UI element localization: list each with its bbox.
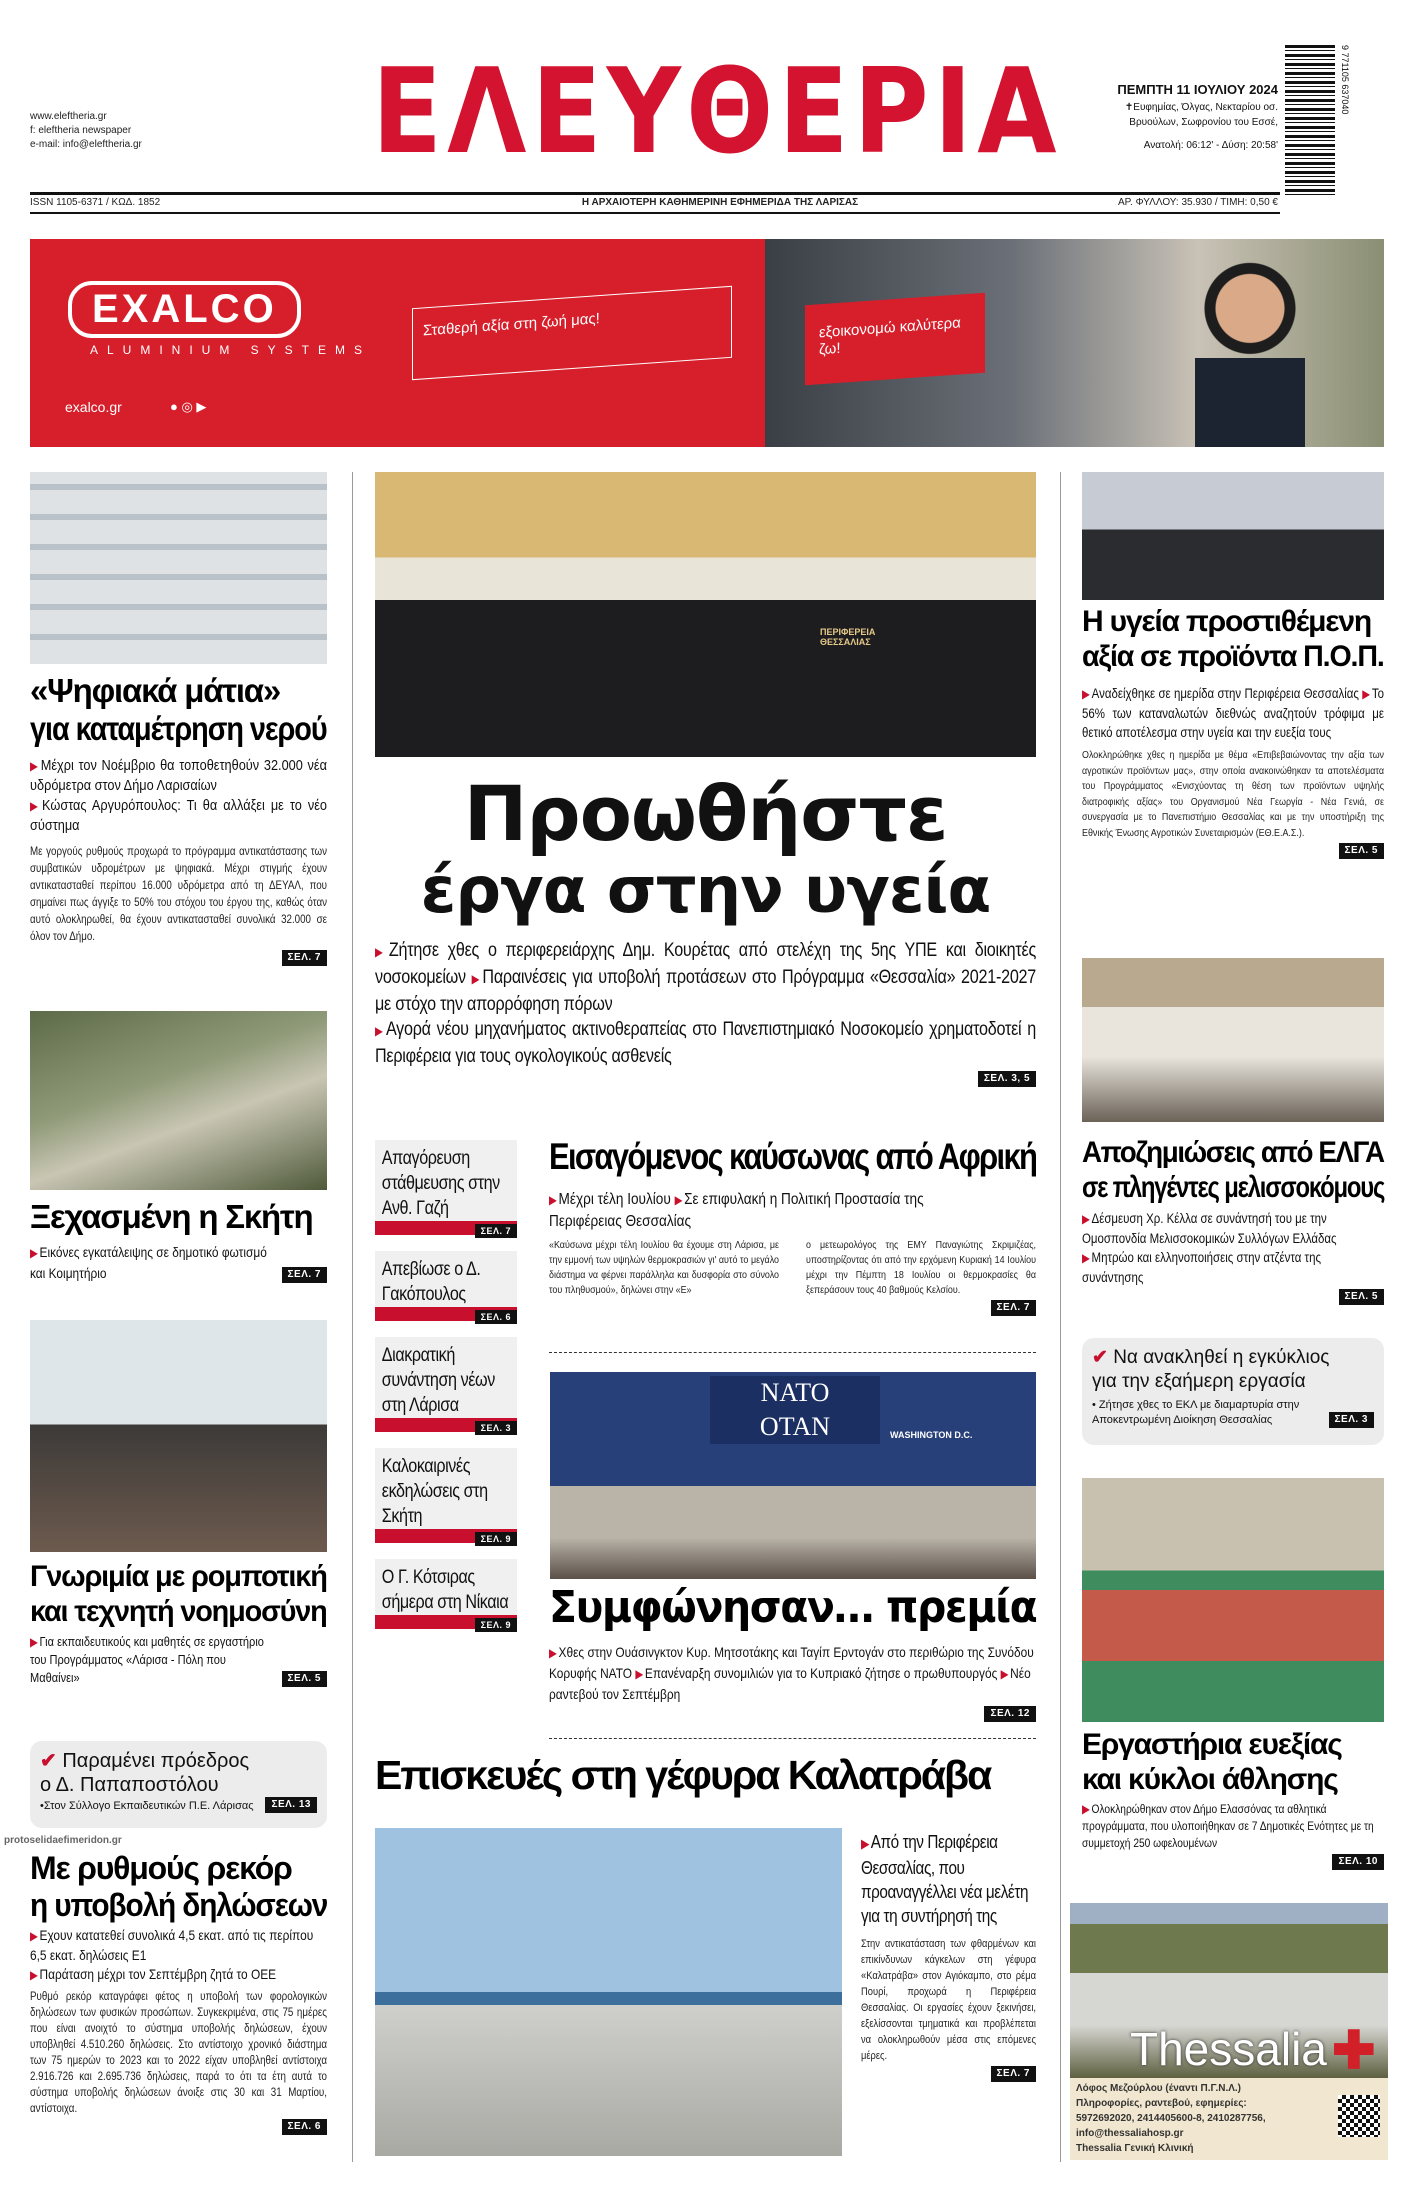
headline-line: Συμφώνησαν… πρεμία [549, 1582, 1037, 1633]
bullet-triangle-icon: ▶ [30, 1245, 38, 1260]
health-meeting-photo [375, 472, 1036, 757]
box-title: ο Δ. Παπαποστόλου [40, 1774, 219, 1796]
clinic-email[interactable]: info@thessaliahosp.gr [1076, 2128, 1184, 2139]
story-elga [1082, 1136, 1384, 1305]
water-meters-bullets [30, 756, 327, 836]
bullet-triangle-icon: ▶ [375, 1023, 385, 1038]
tax-body [30, 1989, 327, 2117]
story-nato [549, 1583, 1036, 1722]
social-icons: ● ◎ ▶ [170, 399, 207, 414]
bullet-text: Μέχρι τον Νοέμβριο θα τοποθετηθούν 32.000 νέα υδρόμετρα στον Δήμο Λαρισαίων [30, 756, 327, 794]
masthead-rule [30, 192, 1280, 195]
headline-line: Γνωριμία με ρομποτική [30, 1560, 327, 1593]
headline-line: Προωθήστε [463, 769, 948, 858]
headline-wellness[interactable] [1082, 1728, 1384, 1797]
page-ref[interactable]: ΣΕΛ. 7 [475, 1224, 517, 1238]
bullet-triangle-icon: ▶ [30, 1635, 38, 1649]
bullet-triangle-icon: ▶ [471, 971, 481, 986]
page-ref[interactable]: ΣΕΛ. 7 [991, 1300, 1036, 1316]
bullet-text: Δέσμευση Χρ. Κέλλα σε συνάντησή του με την Ομοσπονδία Μελισσοκομικών Συλλόγων Ελλάδας [1082, 1211, 1337, 1246]
headline-line: Επισκευές στη γέφυρα Καλατράβα [375, 1752, 991, 1798]
body-text: Με γοργούς ρυθμούς προχωρά το πρόγραμμα αντικατάστασης των συμβατικών υδρομέτρων με ψηφιακά. Μέχρι στιγμής έχουν αντικατασταθεί περίπου 16.000 υδρόμετρα από τη ΔΕΥΑΛ, που σημαίνει πως άγγιξε το 50% του στόχου του έργου της, καθώς όταν αυτό ολοκληρωθεί, θα έχουν αντικατασταθεί συνολικά 32.000 σε όλον τον Δήμο. [30, 845, 327, 943]
page-ref[interactable]: ΣΕΛ. 9 [475, 1618, 517, 1632]
bullet-triangle-icon: ▶ [549, 1192, 557, 1207]
body-text: Ρυθμό ρεκόρ καταγράφει φέτος η υποβολή των φορολογικών δηλώσεων των φυσικών προσώπων. Συγκεκριμένα, στις 75 ημέρες που είναι ανοιχτό το σύστημα υποβολής δηλώσεων, έχουν υποβληθεί 4.510.260 δηλώσεις. Στο αντίστοιχο χρονικό διάστημα των 75 ημερών το 2023 και το 2022 είχαν υποβληθεί αντίστοιχα 2.916.726 και 2.695.736 δηλώσεις, παρά το ότι τα έτη αυτά το σύστημα υποβολής δηλώσεων άνοιξε στις 30 και 31 Μαρτίου, αντίστοιχα. [30, 1990, 327, 2115]
bullet-text: Μητρώο και ελληνοποιήσεις στην ατζέντα της συνάντησης [1082, 1250, 1321, 1285]
headline-line: έργα στην υγεία [420, 853, 991, 928]
bullet-text: Παραινέσεις για υποβολή προτάσεων στο Πρόγραμμα «Θεσσαλία» 2021-2027 με στόχο την απορρόφηση πόρων [375, 966, 1037, 1015]
headline-elga[interactable] [1082, 1136, 1384, 1205]
briefs-sidebar [375, 1140, 517, 1629]
bullet-triangle-icon: ▶ [549, 1645, 557, 1660]
clinic-phones: 5972692020, 2414405600-8, 2410287756, [1076, 2113, 1266, 2124]
box-title: Παραμένει πρόεδρος [62, 1750, 250, 1772]
masthead-rule-bottom [30, 212, 1280, 214]
photo-text: NATO [760, 1378, 830, 1407]
nato-sign [710, 1376, 880, 1444]
bullet-text: Για εκπαιδευτικούς και μαθητές σε εργαστήριο του Προγράμματος «Λάρισα - Πόλη που Μαθαίνει» [30, 1634, 264, 1685]
brief-text: Καλοκαιρινές εκδηλώσεις στη Σκήτη [381, 1456, 488, 1527]
pdo-meeting-photo [1082, 472, 1384, 600]
tax-bullets [30, 1926, 327, 1985]
beekeepers-photo [1082, 958, 1384, 1122]
thessalia-clinic-ad[interactable] [1070, 1903, 1388, 2160]
brief-text: Ο Γ. Κότσιρας σήμερα στη Νίκαια [381, 1567, 509, 1613]
website-link[interactable]: www.eleftheria.gr [30, 111, 107, 122]
page-ref[interactable]: ΣΕΛ. 7 [991, 2066, 1036, 2082]
headline-tax-declarations[interactable] [30, 1850, 327, 1924]
page-ref[interactable]: ΣΕΛ. 12 [984, 1706, 1036, 1722]
wellness-bullets [1082, 1801, 1384, 1852]
page-ref[interactable]: ΣΕΛ. 10 [1332, 1854, 1384, 1870]
headline-heatwave[interactable] [549, 1136, 1036, 1179]
headline-line: για καταμέτρηση νερού [30, 709, 327, 747]
brief-item[interactable] [375, 1559, 517, 1629]
bullet-text: Ζήτησε χθες ο περιφερειάρχης Δημ. Κουρέτας από στελέχη της 5ης ΥΠΕ και διοικητές νοσοκομείων [375, 939, 1037, 988]
bullet-text: Ολοκληρώθηκαν στον Δήμο Ελασσόνας τα αθλητικά προγράμματα, που υλοποιήθηκαν σε 7 Δημοτικές Ενότητες με τη συμμετοχή 250 ωφελουμένων [1082, 1802, 1374, 1850]
exalco-logo: EXALCO [68, 281, 301, 338]
pdo-bullets [1082, 684, 1384, 742]
headline-line: η υποβολή δηλώσεων [30, 1886, 328, 1923]
page-ref[interactable]: ΣΕΛ. 3, 5 [978, 1071, 1036, 1087]
bullet-triangle-icon: ▶ [674, 1192, 683, 1207]
skiti-bullets [30, 1242, 276, 1283]
page-ref[interactable]: ΣΕΛ. 13 [265, 1797, 317, 1813]
brief-text: Διακρατική συνάντηση νέων στη Λάρισα [381, 1345, 495, 1416]
headline-skiti[interactable] [30, 1198, 327, 1236]
heat-bullets [549, 1189, 969, 1232]
bullet-triangle-icon: ▶ [1000, 1666, 1009, 1681]
story-water-meters [30, 672, 327, 966]
bullet-triangle-icon: ▶ [30, 1928, 38, 1943]
bullet-text: Νέο ραντεβού τον Σεπτέμβρη [549, 1664, 1031, 1702]
story-pdo-products [1082, 605, 1384, 859]
brief-item[interactable] [375, 1140, 517, 1235]
water-meters-body [30, 844, 327, 946]
separator [549, 1352, 1036, 1353]
brief-text: Απαγόρευση στάθμευσης στην Ανθ. Γαζή [381, 1148, 500, 1219]
page-ref[interactable]: ΣΕΛ. 3 [1329, 1412, 1374, 1428]
photo-text: WASHINGTON D.C. [890, 1430, 973, 1440]
bullet-triangle-icon: ▶ [1082, 687, 1090, 701]
separator [549, 1738, 1036, 1739]
bullet-text: Εχουν κατατεθεί συνολικά 4,5 εκατ. από τις περίπου 6,5 εκατ. δηλώσεις Ε1 [30, 1926, 314, 1963]
story-bridge [861, 1830, 1036, 2082]
bullet-text: Αγορά νέου μηχανήματος ακτινοθεραπείας στο Πανεπιστημιακό Νοσοκομείο χρηματοδοτεί η Περιφέρεια για τους ογκολογικούς ασθενείς [375, 1018, 1036, 1067]
headline-line: Ξεχασμένη η Σκήτη [30, 1198, 313, 1235]
clinic-info: Πληροφορίες, ραντεβού, εφημερίες: [1076, 2098, 1247, 2109]
pdo-body: Ολοκληρώθηκε χθες η ημερίδα με θέμα «Επιβεβαιώνοντας την αξία των αγροτικών προϊόντων μας», στην οποία ανακοινώθηκαν τα αποτελέσματα του Προγράμματος «Ενισχύοντας τη θέση των προϊόντων υψηλής διατροφικής αξίας» του Οργανισμού Νέα Γεωργία - Νέα Γενιά, σε συνεργασία με το Πανεπιστήμιο Θεσσαλίας και με την υποστήριξη της Εθνικής Ένωσης Αγροτικών Συνεταιρισμών (ΕΘ.Ε.Α.Σ.). [1082, 749, 1385, 839]
red-cross-icon: ✚ [1332, 2022, 1376, 2080]
bullet-text: Επανέναρξη συνομιλιών για το Κυπριακό ζήτησε ο πρωθυπουργός [644, 1664, 998, 1681]
exalco-url[interactable]: exalco.gr [65, 399, 122, 415]
bridge-photo [375, 1828, 842, 2156]
box-title: για την εξαήμερη εργασία [1092, 1371, 1306, 1392]
bullet-triangle-icon: ▶ [1082, 1251, 1090, 1265]
tagline: Η ΑΡΧΑΙΟΤΕΡΗ ΚΑΘΗΜΕΡΙΝΗ ΕΦΗΜΕΡΙΔΑ ΤΗΣ ΛΑΡΙΣΑΣ [581, 197, 859, 208]
robotics-bullets [30, 1633, 276, 1687]
bullet-triangle-icon: ▶ [635, 1666, 644, 1681]
sports-photo [1082, 1478, 1384, 1722]
main-headline[interactable] [375, 769, 1036, 928]
bullet-text: Εικόνες εγκατάλειψης σε δημοτικό φωτισμό και Κοιμητήριο [30, 1243, 267, 1281]
bullet-triangle-icon: ▶ [861, 1836, 870, 1851]
brief-text: Απεβίωσε ο Δ. Γακόπουλος [381, 1259, 481, 1305]
newspaper-logo: ΕΛΕΥΘΕΡΙΑ [372, 42, 1062, 180]
qr-code[interactable] [1338, 2095, 1380, 2137]
bullet-text: Μέχρι τέλη Ιουλίου [558, 1190, 671, 1208]
bullet-text: Το 56% των καταναλωτών διεθνώς αναζητούν τρόφιμα με θετικό αποτέλεσμα στην υγεία και την ευεξία τους [1082, 686, 1385, 740]
bridge-body: Στην αντικατάσταση των φθαρμένων και επικίνδυνων κάγκελων στη γέφυρα «Καλατράβα» στον Αγιόκαμπο, στο ρέμα Πουρί, προχωρά η Περιφέρεια Θεσσαλίας. Οι εργασίες έχουν ξεκινήσει, εξελίσσονται τμηματικά και προβλέπεται να ολοκληρωθούν μέσα στις επόμενες μέρες. [861, 1938, 1036, 2062]
bullet-triangle-icon: ▶ [1362, 687, 1371, 701]
heat-body-col2: ο μετεωρολόγος της ΕΜΥ Παναγιώτης Σκριμιζέας, υποστηρίζοντας ότι από την ερχόμενη Κυριακή 14 Ιουλίου μέχρι την Πέμπτη 18 Ιουλίου οι θερμοκρασίες θα ξεπεράσουν τους 40 βαθμούς Κελσίου. [806, 1238, 1037, 1296]
headline-robotics[interactable] [30, 1560, 327, 1629]
page-ref[interactable]: ΣΕΛ. 9 [475, 1532, 517, 1546]
story-wellness [1082, 1728, 1384, 1870]
barcode-number: 9 771105 637040 [1340, 45, 1350, 115]
issue-price: ΑΡ. ΦΥΛΛΟΥ: 35.930 / ΤΙΜΗ: 0,50 € [1117, 197, 1278, 208]
headline-line: «Ψηφιακά μάτια» [30, 672, 281, 709]
headline-pdo-products[interactable] [1082, 605, 1384, 674]
bullet-text: Από την Περιφέρεια Θεσσαλίας, που προαναγγέλλει νέα μελέτη για τη συντήρησή της [861, 1832, 1029, 1926]
clinic-name: Thessalia Γενική Κλινική [1076, 2143, 1194, 2154]
page-ref[interactable]: ΣΕΛ. 5 [1339, 843, 1384, 859]
ad-slogan-1: Σταθερή αξία στη ζωή μας! [412, 286, 732, 380]
barcode [1285, 45, 1335, 195]
bullet-text: Παράταση μέχρι τον Σεπτέμβρη ζητά το ΟΕΕ [39, 1965, 277, 1982]
sunrise-sunset: Ανατολή: 06:12' - Δύση: 20:58' [1143, 140, 1278, 151]
photo-text: OTAN [759, 1412, 831, 1441]
page-ref[interactable]: ΣΕΛ. 6 [475, 1310, 517, 1324]
page-ref[interactable]: ΣΕΛ. 7 [282, 1267, 327, 1283]
robotics-photo [30, 1320, 327, 1552]
headline-line: αξία σε προϊόντα Π.Ο.Π. [1082, 639, 1384, 673]
photo-sign: ΠΕΡΙΦΕΡΕΙΑ ΘΕΣΣΑΛΙΑΣ [820, 627, 876, 647]
story-main [375, 769, 1037, 1087]
headline-line: Αποζημιώσεις από ΕΛΓΑ [1082, 1136, 1384, 1169]
exalco-ad-banner[interactable] [30, 239, 1384, 447]
story-skiti [30, 1198, 327, 1283]
water-meters-photo [30, 472, 327, 664]
story-tax-declarations [30, 1850, 327, 2135]
headline-line: και κύκλοι άθλησης [1082, 1762, 1338, 1796]
logo-wrap [372, 42, 1062, 180]
bullet-triangle-icon: ▶ [30, 758, 40, 773]
brief-item[interactable] [375, 1337, 517, 1432]
checkmark-icon: ✔ [40, 1750, 57, 1772]
issn: ISSN 1105-6371 / ΚΩΔ. 1852 [30, 197, 161, 208]
story-robotics [30, 1560, 327, 1687]
ad-slogan-2: εξοικονομώ καλύτερα ζω! [805, 293, 985, 386]
page-ref[interactable]: ΣΕΛ. 6 [282, 2119, 327, 2135]
bullet-triangle-icon: ▶ [375, 944, 388, 959]
bullet-triangle-icon: ▶ [1082, 1212, 1090, 1226]
bullet-text: Αναδείχθηκε σε ημερίδα στην Περιφέρεια Θεσσαλίας [1091, 686, 1359, 701]
skiti-photo [30, 1011, 327, 1190]
column-divider [1060, 472, 1061, 2162]
box-subtitle: • Ζήτησε χθες το ΕΚΛ με διαμαρτυρία στην Αποκεντρωμένη Διοίκηση Θεσσαλίας [1092, 1399, 1300, 1426]
name-days: ✝Ευφημίας, Όλγας, Νεκταρίου οσ. Βρυούλων, Σωφρονίου του Εσσέ, [1124, 102, 1278, 128]
headline-line: Η υγεία προστιθέμενη [1082, 605, 1371, 638]
bullet-triangle-icon: ▶ [30, 1967, 38, 1982]
ad-person-photo [1195, 249, 1305, 447]
page-ref[interactable]: ΣΕΛ. 5 [282, 1671, 327, 1687]
email-link[interactable]: e-mail: info@eleftheria.gr [30, 139, 142, 150]
box-subtitle: •Στον Σύλλογο Εκπαιδευτικών Π.Ε. Λάρισας [40, 1800, 254, 1812]
six-day-work-box[interactable] [1082, 1338, 1384, 1445]
bridge-lead [861, 1830, 1036, 1928]
exalco-subtitle: ALUMINIUM SYSTEMS [90, 343, 372, 357]
date-block [1090, 82, 1278, 154]
headline-nato[interactable] [549, 1583, 1036, 1634]
nato-bullets [549, 1642, 1036, 1704]
clinic-address: Λόφος Μεζούρλου (έναντι Π.Γ.Ν.Λ.) [1076, 2083, 1241, 2094]
bullet-text: Κώστας Αργυρόπουλος: Τι θα αλλάξει με το νέο σύστημα [30, 796, 327, 834]
box-title: Να ανακληθεί η εγκύκλιος [1113, 1347, 1330, 1368]
bullet-text: Χθες στην Ουάσινγκτον Κυρ. Μητσοτάκης και Ταγίπ Ερντογάν στο περιθώριο της Συνόδου Κορυφής ΝΑΤΟ [549, 1643, 1034, 1681]
elga-bullets [1082, 1209, 1384, 1287]
checkmark-icon: ✔ [1092, 1347, 1108, 1368]
heat-body-col1: «Καύσωνα μέχρι τέλη Ιουλίου θα έχουμε στη Λάρισα, με την εμμονή των υψηλών θερμοκρασιών γι' αυτό το μεγάλο διάστημα να φέρνει παράλληλα και δυσφορία στο σύνολο του πληθυσμού», δηλώνει στην «Ε» [549, 1238, 780, 1296]
brief-item[interactable] [375, 1251, 517, 1321]
story-heatwave [549, 1136, 1036, 1316]
headline-line: Εισαγόμενος καύσωνας από Αφρική [549, 1136, 1037, 1177]
headline-line: Εργαστήρια ευεξίας [1082, 1728, 1342, 1761]
nato-meeting-photo [550, 1372, 1036, 1579]
brief-item[interactable] [375, 1448, 517, 1543]
issue-date: ΠΕΜΠΤΗ 11 ΙΟΥΛΙΟΥ 2024 [1117, 82, 1278, 97]
page-ref[interactable]: ΣΕΛ. 3 [475, 1421, 517, 1435]
main-bullets [375, 938, 1036, 1069]
ad-photo [765, 239, 1384, 447]
facebook-link[interactable]: f: eleftheria newspaper [30, 125, 132, 136]
clinic-contacts [1076, 2081, 1332, 2156]
headline-bridge[interactable] [375, 1752, 1036, 1799]
bullet-triangle-icon: ▶ [30, 798, 41, 813]
headline-line: σε πληγέντες μελισσοκόμους [1082, 1170, 1385, 1204]
bullet-text: Σε επιφυλακή η Πολιτική Προστασία της Περιφέρειας Θεσσαλίας [549, 1190, 924, 1230]
thessalia-logo: Thessalia [1130, 2023, 1327, 2075]
teachers-union-box[interactable] [30, 1741, 327, 1828]
headline-line: Με ρυθμούς ρεκόρ [30, 1850, 292, 1886]
headline-water-meters[interactable] [30, 672, 327, 748]
page-ref[interactable]: ΣΕΛ. 7 [282, 950, 327, 966]
column-divider [352, 472, 353, 2162]
bullet-triangle-icon: ▶ [1082, 1802, 1090, 1816]
page-ref[interactable]: ΣΕΛ. 5 [1339, 1289, 1384, 1305]
headline-line: και τεχνητή νοημοσύνη [30, 1594, 327, 1628]
masthead-contacts [30, 110, 142, 152]
watermark: protoselidaefimeridon.gr [4, 1835, 122, 1846]
